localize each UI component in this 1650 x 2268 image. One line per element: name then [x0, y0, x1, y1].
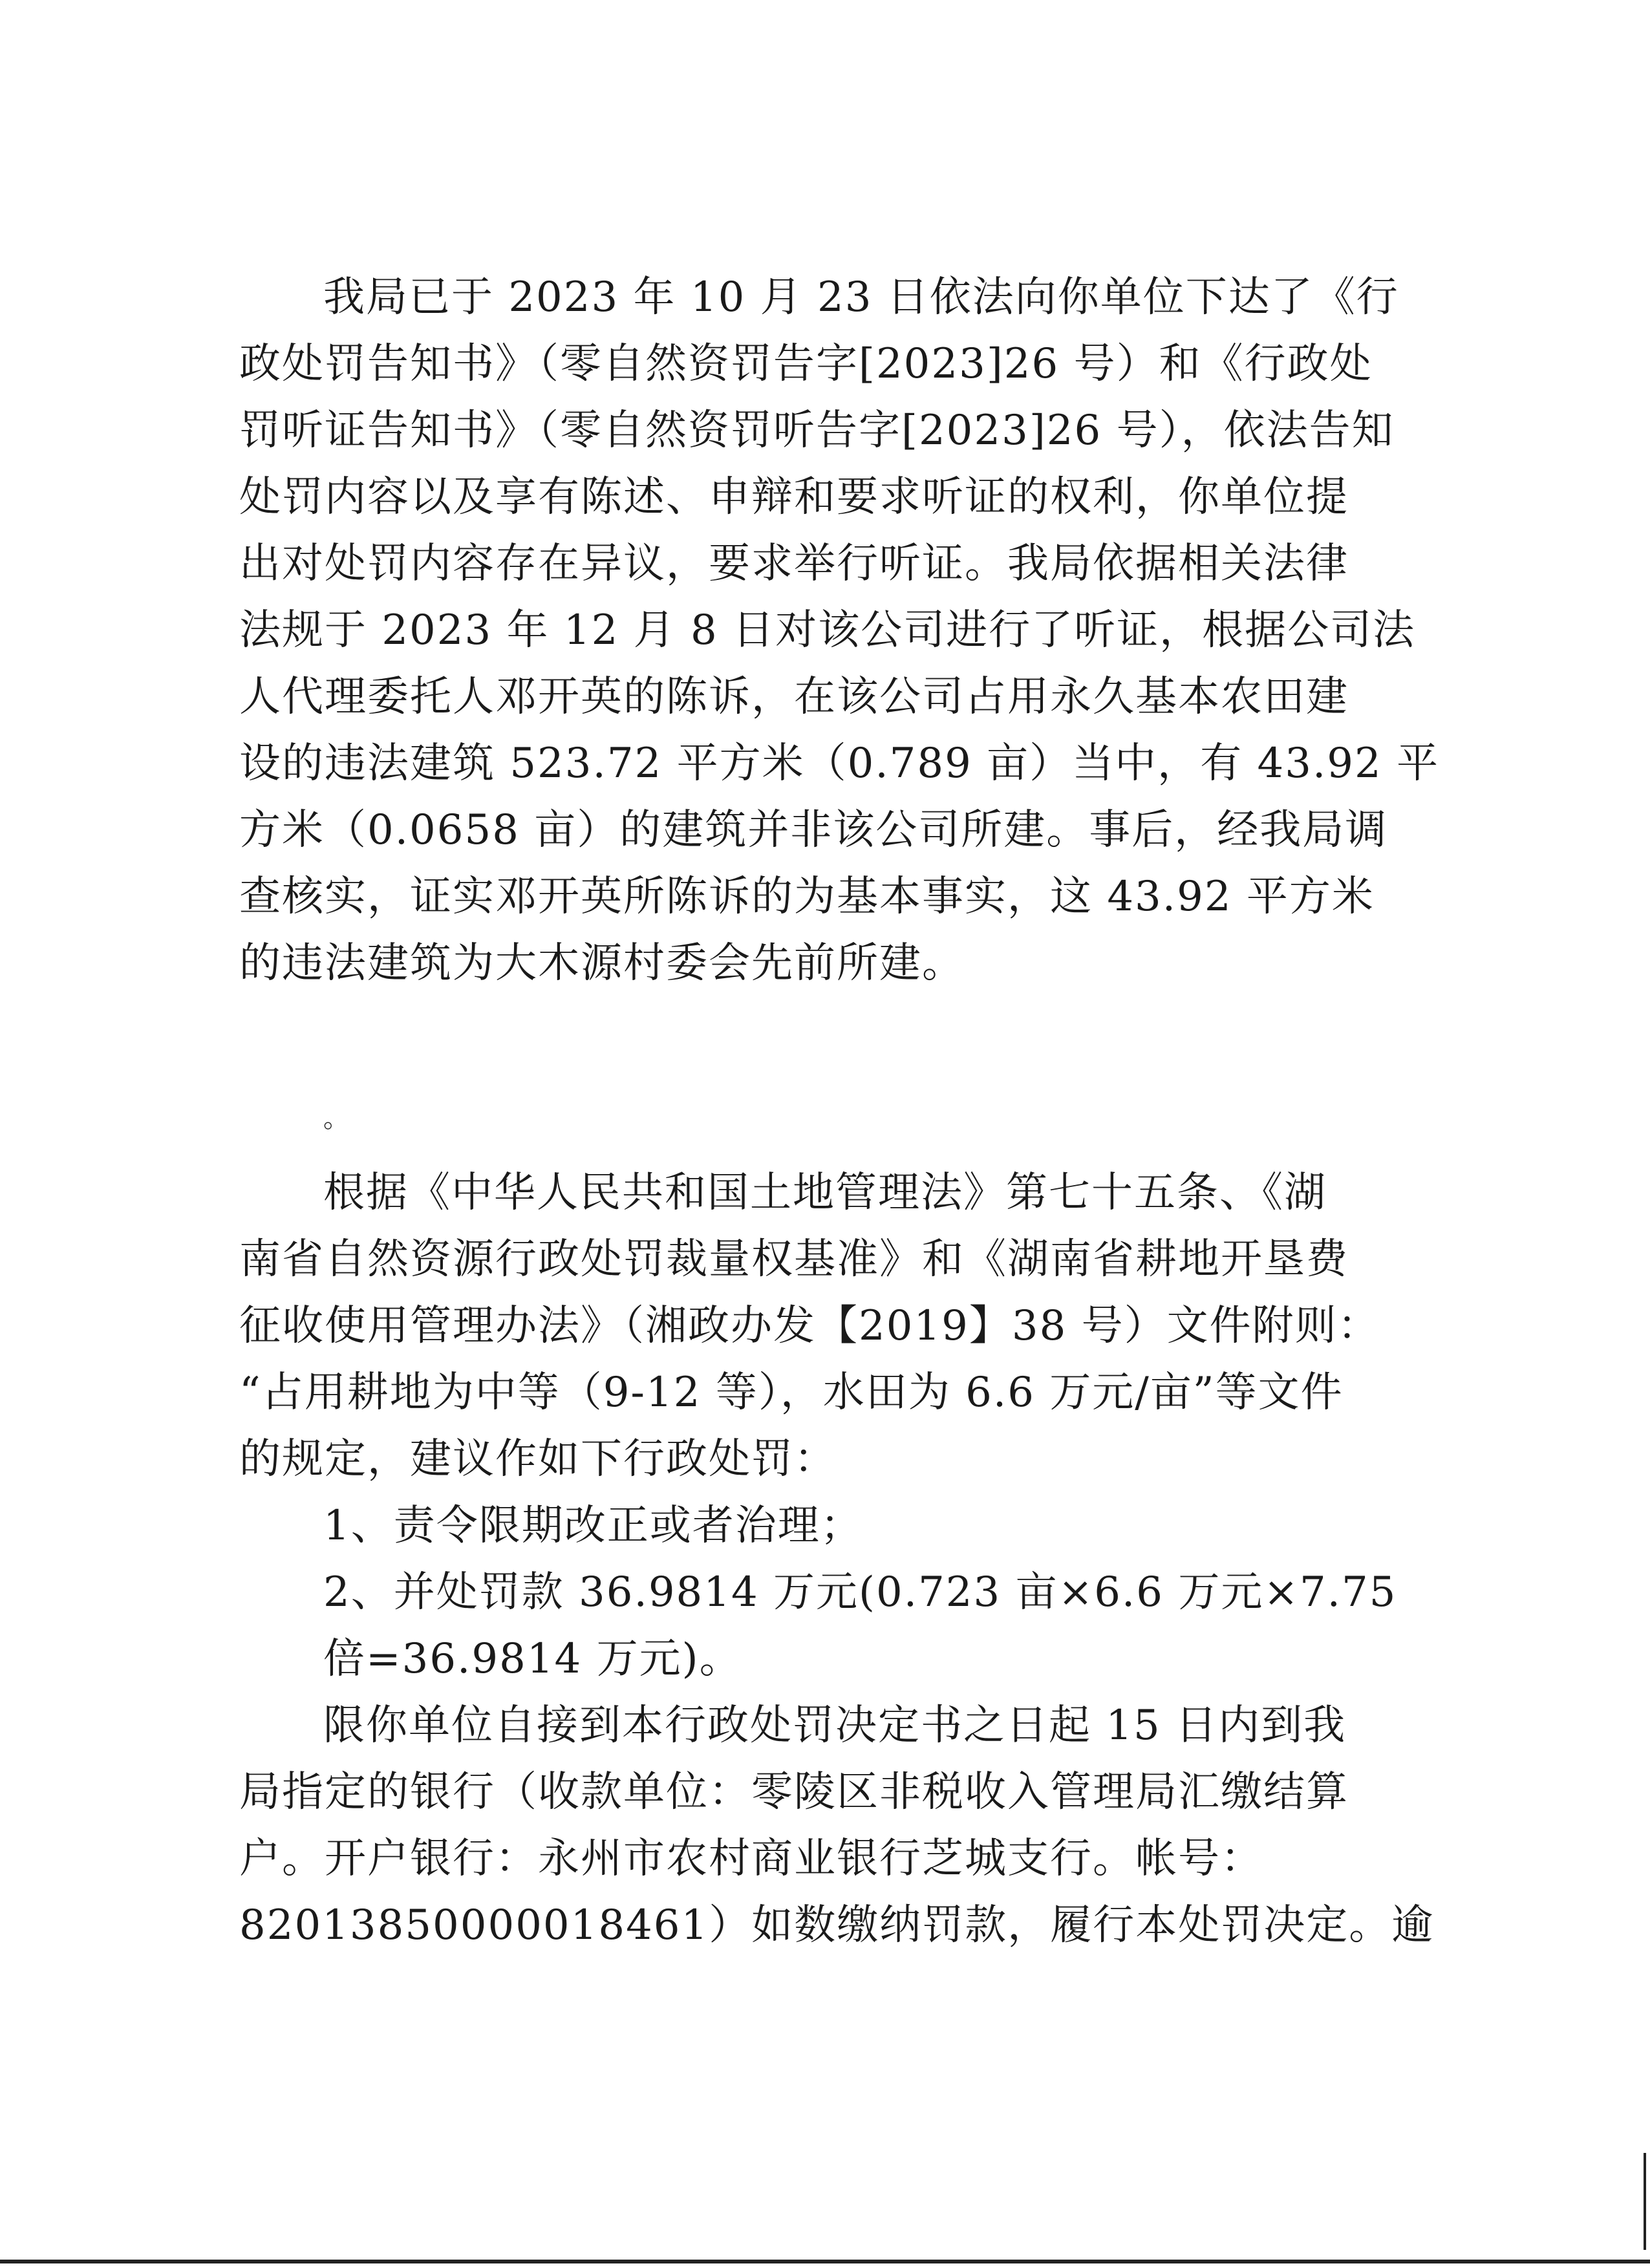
paragraph-1-line-3: 罚听证告知书》（零自然资罚听告字[2023]26 号），依法告知 — [239, 407, 1395, 455]
paragraph-1-line-11: 的违法建筑为大木源村委会先前所建。 — [239, 939, 965, 987]
scan-bottom-edge — [0, 2260, 1650, 2263]
paragraph-1-line-4: 处罚内容以及享有陈述、申辩和要求听证的权利，你单位提 — [239, 473, 1349, 521]
paragraph-1-line-5: 出对处罚内容存在异议，要求举行听证。我局依据相关法律 — [239, 540, 1349, 588]
paragraph-1-line-2: 政处罚告知书》（零自然资罚告字[2023]26 号）和《行政处 — [239, 340, 1373, 388]
paragraph-1-line-7: 人代理委托人邓开英的陈诉，在该公司占用永久基本农田建 — [239, 673, 1349, 721]
paragraph-1-line-9: 方米（0.0658 亩）的建筑并非该公司所建。事后，经我局调 — [239, 806, 1388, 854]
paragraph-2-line-1: 根据《中华人民共和国土地管理法》第七十五条、《湖 — [323, 1169, 1327, 1217]
paragraph-2-line-3: 征收使用管理办法》（湘政办发【2019】38 号）文件附则： — [239, 1302, 1380, 1350]
penalty-item-2-line-1: 2、并处罚款 36.9814 万元(0.723 亩×6.6 万元×7.75 — [323, 1568, 1397, 1616]
penalty-item-2-line-2: 倍=36.9814 万元)。 — [323, 1635, 742, 1683]
paragraph-2-line-2: 南省自然资源行政处罚裁量权基准》和《湖南省耕地开垦费 — [239, 1236, 1349, 1283]
paragraph-2-line-5: 的规定，建议作如下行政处罚： — [239, 1435, 837, 1483]
stray-period: 。 — [323, 1104, 349, 1133]
paragraph-1-line-8: 设的违法建筑 523.72 平方米（0.789 亩）当中，有 43.92 平 — [239, 740, 1440, 787]
paragraph-1-line-10: 查核实，证实邓开英所陈诉的为基本事实，这 43.92 平方米 — [239, 873, 1375, 921]
paragraph-3-line-2: 局指定的银行（收款单位：零陵区非税收入管理局汇缴结算 — [239, 1768, 1349, 1816]
paragraph-3-line-4: 82013850000018461）如数缴纳罚款，履行本处罚决定。逾 — [239, 1901, 1435, 1949]
scan-corner-mark — [1644, 2153, 1646, 2250]
penalty-item-1: 1、责令限期改正或者治理； — [323, 1502, 863, 1550]
paragraph-3-line-3: 户。开户银行：永州市农村商业银行芝城支行。帐号： — [239, 1835, 1263, 1883]
paragraph-1-line-1: 我局已于 2023 年 10 月 23 日依法向你单位下达了《行 — [323, 273, 1399, 321]
paragraph-1-line-6: 法规于 2023 年 12 月 8 日对该公司进行了听证，根据公司法 — [239, 606, 1416, 654]
paragraph-2-line-4: “占用耕地为中等（9-12 等），水田为 6.6 万元/亩”等文件 — [239, 1369, 1344, 1417]
paragraph-3-line-1: 限你单位自接到本行政处罚决定书之日起 15 日内到我 — [323, 1702, 1347, 1749]
